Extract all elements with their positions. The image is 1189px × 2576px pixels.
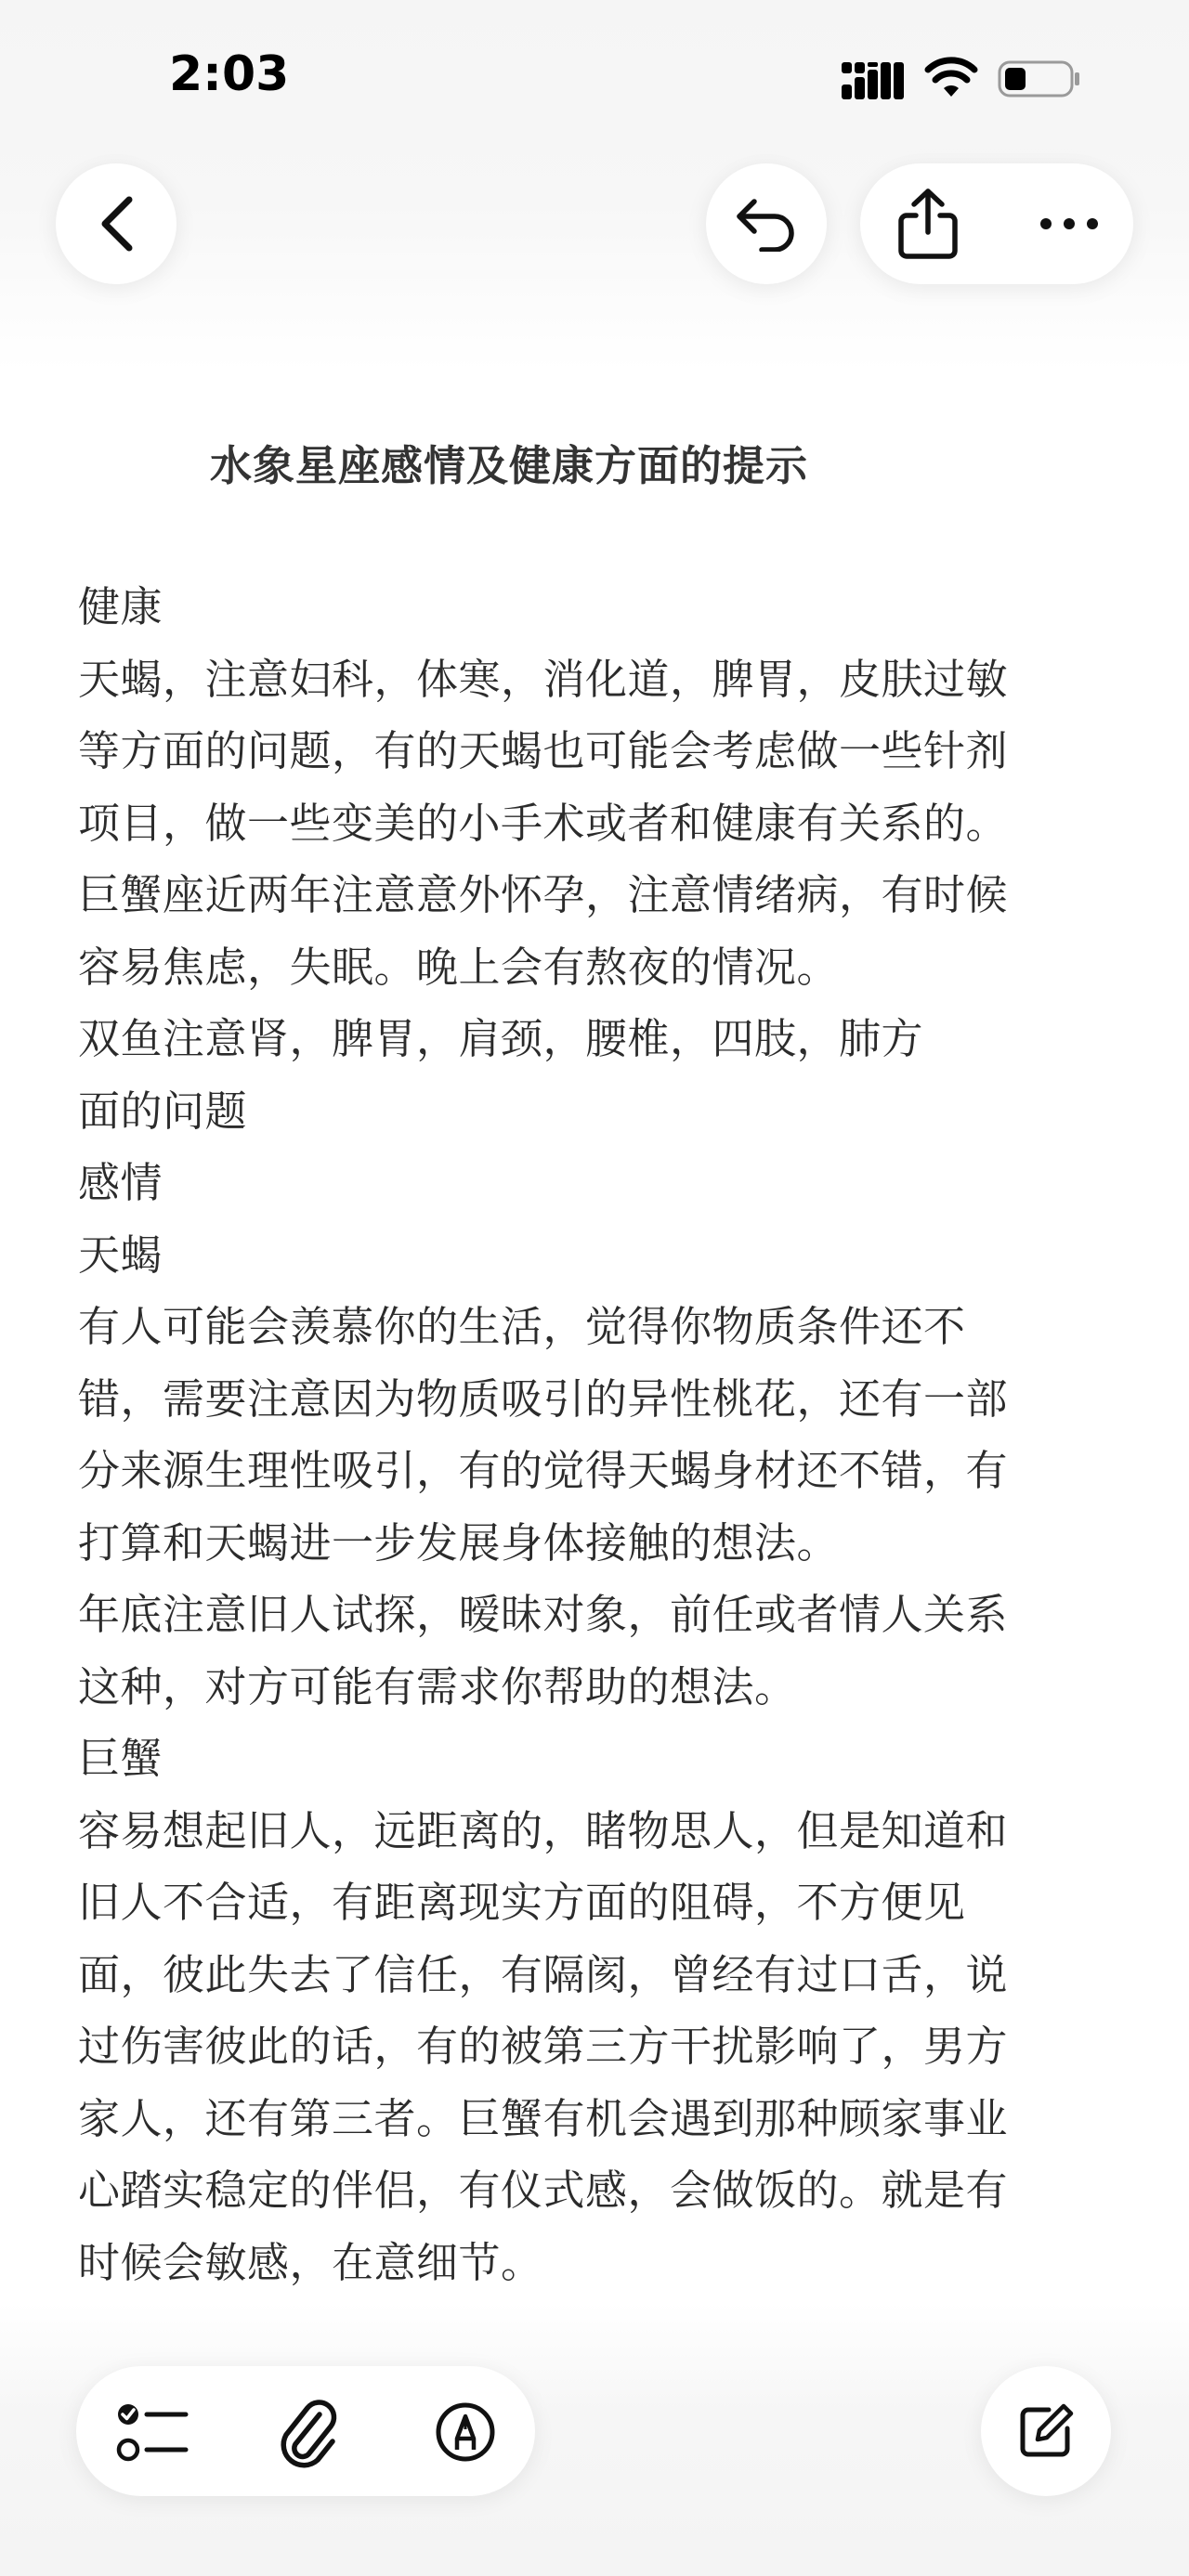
- note-line: 巨蟹: [78, 1734, 163, 1783]
- note-line: 巨蟹座近两年注意意外怀孕，注意情绪病，有时候: [78, 870, 1009, 919]
- paperclip-icon[interactable]: [279, 2394, 338, 2468]
- status-bar: [0, 0, 1189, 158]
- note-line: 容易想起旧人，远距离的，睹物思人，但是知道和: [78, 1805, 1009, 1855]
- note-body[interactable]: [78, 571, 1118, 2298]
- battery-icon: [998, 59, 1081, 98]
- note-line: 家人，还有第三者。巨蟹有机会遇到那种顾家事业: [78, 2093, 1009, 2143]
- cellular-signal-icon: [842, 60, 905, 99]
- undo-arrow-icon: [734, 196, 799, 252]
- note-line: 面的问题: [78, 1086, 248, 1136]
- note-line: 这种，对方可能有需求你帮助的想法。: [78, 1661, 797, 1711]
- chevron-left-icon: [96, 194, 137, 254]
- compose-button[interactable]: [981, 2366, 1111, 2496]
- note-line: 有人可能会羡慕你的生活，觉得你物质条件还不: [78, 1302, 966, 1351]
- share-more-group: [860, 163, 1133, 284]
- note-line: 错，需要注意因为物质吸引的异性桃花，还有一部: [78, 1373, 1009, 1424]
- wifi-icon: [924, 56, 978, 98]
- note-line: 时候会敏感，在意细节。: [78, 2237, 543, 2287]
- ellipsis-icon[interactable]: [1039, 210, 1100, 238]
- note-title[interactable]: 水象星座感情及健康方面的提示: [210, 441, 809, 490]
- format-toolbar: [76, 2366, 535, 2496]
- markup-pen-icon[interactable]: [435, 2401, 496, 2463]
- note-line: 项目，做一些变美的小手术或者和健康有关系的。: [78, 798, 1009, 848]
- note-line: 天蝎，注意妇科，体寒，消化道，脾胃，皮肤过敏: [78, 654, 1009, 704]
- note-line: 过伤害彼此的话，有的被第三方干扰影响了，男方: [78, 2022, 1009, 2071]
- note-line: 健康: [78, 582, 163, 631]
- back-button[interactable]: [56, 163, 176, 284]
- note-line: 打算和天蝎进一步发展身体接触的想法。: [78, 1517, 840, 1568]
- note-line: 天蝎: [78, 1229, 163, 1280]
- note-line: 年底注意旧人试探，暧昧对象，前任或者情人关系: [78, 1590, 1009, 1639]
- note-line: 容易焦虑，失眠。晚上会有熬夜的情况。: [78, 942, 840, 992]
- note-line: 等方面的问题，有的天蝎也可能会考虑做一些针剂: [78, 726, 1009, 775]
- note-line: 双鱼注意肾，脾胃，肩颈，腰椎，四肢，肺方: [78, 1014, 924, 1063]
- undo-button[interactable]: [706, 163, 827, 284]
- share-icon[interactable]: [895, 188, 960, 260]
- note-line: 面，彼此失去了信任，有隔阂，曾经有过口舌，说: [78, 1949, 1009, 1999]
- note-line: 感情: [78, 1158, 163, 1207]
- compose-icon: [1015, 2400, 1077, 2462]
- note-line: 心踏实稳定的伴侣，有仪式感，会做饭的。就是有: [78, 2166, 1009, 2215]
- status-time: 2:03: [169, 46, 290, 102]
- checklist-icon[interactable]: [115, 2401, 189, 2463]
- note-line: 分来源生理性吸引，有的觉得天蝎身材还不错，有: [78, 1446, 1009, 1495]
- note-line: 旧人不合适，有距离现实方面的阻碍，不方便见: [78, 1878, 966, 1927]
